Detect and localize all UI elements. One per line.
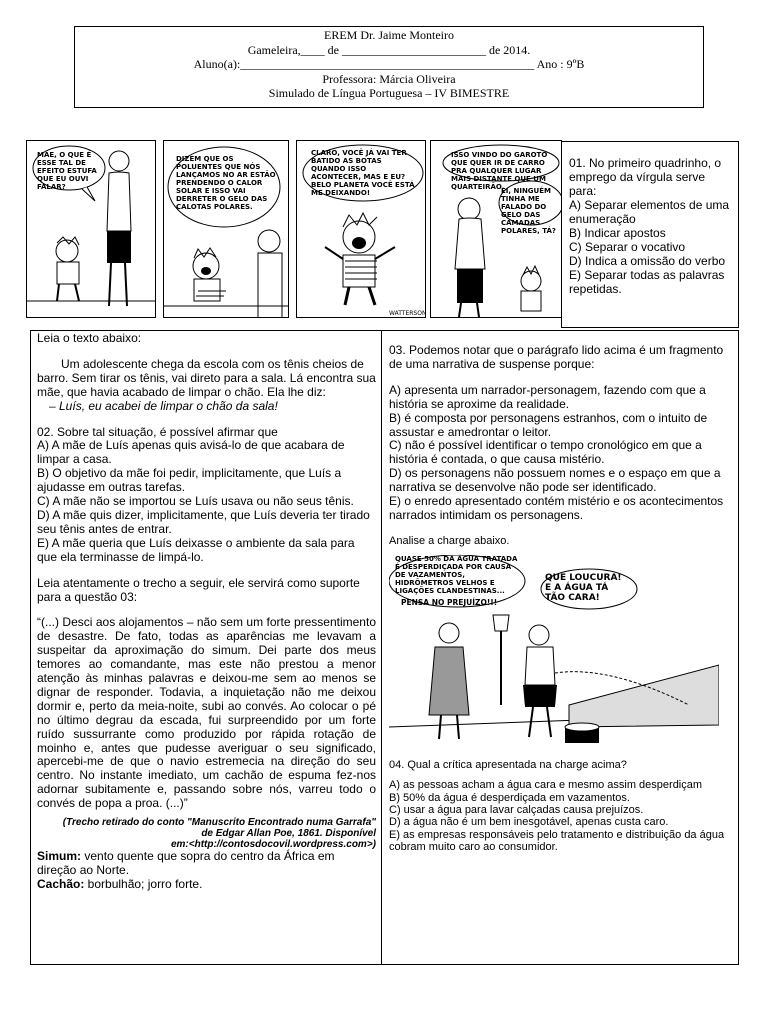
q03-option-c: C) não é possível identificar o tempo cronológico em que a história é contada, o que causa mistério.	[389, 438, 702, 467]
q04-option-d: D) a água não é um bem inesgotável, apenas custa caro.	[389, 816, 669, 829]
q03-option-e: E) o enredo apresentado contém mistério e os acontecimentos narrados intimidam os personagens.	[389, 494, 724, 522]
speech-bubble-2: DIZEM QUE OS POLUENTES QUE NÓS LANÇAMOS NO AR ESTÃO PRENDENDO O CALOR SOLAR E ISSO VAI DERRETER O GELO DAS CALOTAS POLARES.	[176, 155, 276, 211]
reference-line-1: (Trecho retirado do conto "Manuscrito Encontrado numa Garrafa"	[62, 817, 376, 829]
q01-option-d: D) Indica a omissão do verbo	[569, 254, 726, 268]
glossary-simum-term: Simum:	[37, 849, 82, 864]
q03-option-d: D) os personagens não possuem nomes e o espaço em que a narrativa se desenvolve não pode ser identificado.	[389, 466, 721, 495]
charge-cartoon	[389, 555, 719, 755]
q04-stem: 04. Qual a crítica apresentada na charge acima?	[389, 759, 627, 772]
exam-header	[74, 26, 704, 108]
school-name: EREM Dr. Jaime Monteiro	[324, 28, 454, 42]
glossary-cachao	[37, 878, 376, 892]
q03-option-b: B) é composta por personagens estranhos, com o intuito de assustar e amedrontar o leitor.	[389, 410, 708, 439]
comic-drawing-2	[164, 141, 289, 318]
q04-option-b: B) 50% da água é desperdiçada em vazamentos.	[389, 791, 630, 804]
charge-drawing	[389, 555, 719, 755]
exam-title: Simulado de Língua Portuguesa – IV BIMESTRE	[268, 86, 510, 100]
q01-stem: 01. No primeiro quadrinho, o emprego da vírgula serve para:	[569, 156, 722, 198]
comic-drawing-3	[297, 141, 426, 318]
poe-excerpt: “(...) Desci aos alojamentos – não sem um forte pressentimento de desastre. De fato, todas as aparências me levavam a suspeitar da aproximação do simum. Dei parte dos meus temores ao comandante, mas este não prestou a menor atenção às minhas palavras e deixou-me sem ao menos se dignar de responder. Todavia, a inquietação não me deixou dormir e, perto da meia-noite, subi ao convés. Ao colocar o pé no último degrau da escada, fui surpreendido por um forte ruído sussurrante como produzido por rápida rotação de moinho e, antes que pudesse averiguar o seu significado, apercebi-me de que o navio estremecia na direção do seu centro. No instante imediato, um cachão de espuma fez-nos adornar subitamente e, passando sobre nós, varreu todo o convés de popa a proa. (...)”	[37, 615, 376, 811]
glossary-cachao-term: Cachão:	[37, 876, 85, 891]
q01-option-e: E) Separar todas as palavras repetidas.	[569, 268, 725, 296]
reference-line-2: de Edgar Allan Poe, 1861. Disponível	[201, 828, 376, 840]
right-column	[382, 331, 738, 964]
comic-strip	[26, 140, 564, 320]
q02-option-d: D) A mãe quis dizer, implicitamente, que Luís deveria ter tirado seu tênis antes de entrar.	[37, 507, 370, 536]
main-table	[30, 330, 739, 965]
charge-instruction: Analise a charge abaixo.	[389, 534, 510, 547]
glossary-cachao-definition: borbulhão; jorro forte.	[84, 876, 203, 891]
glossary-simum-definition: vento quente que sopra do centro da África em direção ao Norte.	[37, 849, 335, 877]
comic-signature: WATTERSON	[389, 310, 427, 317]
glossary-simum	[37, 850, 376, 878]
mother-speech: – Luís, eu acabei de limpar o chão da sala!	[49, 398, 278, 413]
q01-option-b: B) Indicar apostos	[569, 226, 666, 240]
q03-option-a: A) apresenta um narrador-personagem, fazendo com que a história se aproxime da realidade.	[389, 382, 706, 411]
q02-option-c: C) A mãe não se importou se Luís usava ou não seus tênis.	[37, 494, 354, 509]
comic-drawing-1	[27, 141, 156, 318]
speech-bubble-4a: ISSO VINDO DO GAROTO QUE QUER IR DE CARRO PRA QUALQUER LUGAR MAIS DISTANTE QUE UM QUARTEIRÃO.	[451, 151, 548, 191]
q02-stem: 02. Sobre tal situação, é possível afirmar que	[37, 424, 278, 439]
comic-panel-2	[163, 140, 289, 318]
q02-option-b: B) O objetivo da mãe foi pedir, implicitamente, que Luís a ajudasse em outras tarefas.	[37, 466, 342, 495]
date-line: Gameleira,____ de ________________________ de 2014.	[247, 42, 531, 57]
left-column	[31, 331, 382, 964]
q04-option-c: C) usar a água para lavar calçadas causa prejuízos.	[389, 804, 644, 817]
narrative-text: Um adolescente chega da escola com os tênis cheios de barro. Sem tirar os tênis, vai direto para a sala. Lá encontra sua mãe, que havia acabado de limpar o chão. Ela lhe diz:	[37, 356, 376, 399]
speech-bubble-1: MÃE, O QUE É ESSE TAL DE EFEITO ESTUFA QUE EU OUVI FALAR?	[37, 151, 97, 191]
speech-bubble-4b: EI, NINGUÉM TINHA ME FALADO DO GELO DAS CAMADAS POLARES, TÁ?	[501, 187, 556, 235]
q04-option-a: A) as pessoas acham a água cara e mesmo assim desperdiçam	[389, 779, 703, 792]
q03-stem: 03. Podemos notar que o parágrafo lido acima é um fragmento de uma narrativa de suspense porque:	[389, 343, 724, 371]
q02-option-e: E) A mãe queria que Luís deixasse o ambiente da sala para que ela terminasse de limpá-lo.	[37, 535, 355, 564]
question-01	[561, 141, 739, 328]
comic-drawing-4	[431, 141, 562, 318]
charge-bubble-1: QUASE 50% DA ÁGUA TRATADA É DESPERDIÇADA POR CAUSA DE VAZAMENTOS, HIDRÔMETROS VELHOS E LIGAÇÕES CLANDESTINAS...	[395, 555, 518, 596]
comic-panel-3	[296, 140, 426, 318]
charge-bubble-3: QUE LOUCURA! E A ÁGUA TÁ TÃO CARA!	[545, 573, 622, 604]
student-line: Aluno(a):_________________________________________________ Ano : 9ºB	[193, 57, 585, 71]
q02-option-a: A) A mãe de Luís apenas quis avisá-lo de que acabara de limpar a casa.	[37, 438, 345, 467]
read-instruction: Leia o texto abaixo:	[37, 331, 142, 345]
teacher-line: Professora: Márcia Oliveira	[322, 71, 456, 86]
q04-option-e: E) as empresas responsáveis pelo tratamento e distribuição da água cobram muito caro ao consumidor.	[389, 828, 725, 853]
reference-line-3: em:<http://contosdocovil.wordpress.com>)	[170, 839, 376, 851]
speech-bubble-3: CLARO, VOCÊ JÁ VAI TER BATIDO AS BOTAS QUANDO ISSO ACONTECER, MAS E EU? BELO PLANETA VOCÊ ESTÁ ME DEIXANDO!	[311, 149, 415, 197]
q01-option-a: A) Separar elementos de uma enumeração	[569, 198, 730, 226]
comic-panel-4	[430, 140, 562, 318]
q01-option-c: C) Separar o vocativo	[569, 240, 686, 254]
charge-bubble-2: PENSA NO PREJUÍZO!!!	[401, 598, 498, 608]
comic-panel-1	[26, 140, 156, 318]
excerpt-instruction: Leia atentamente o trecho a seguir, ele servirá como suporte para a questão 03:	[37, 575, 360, 604]
